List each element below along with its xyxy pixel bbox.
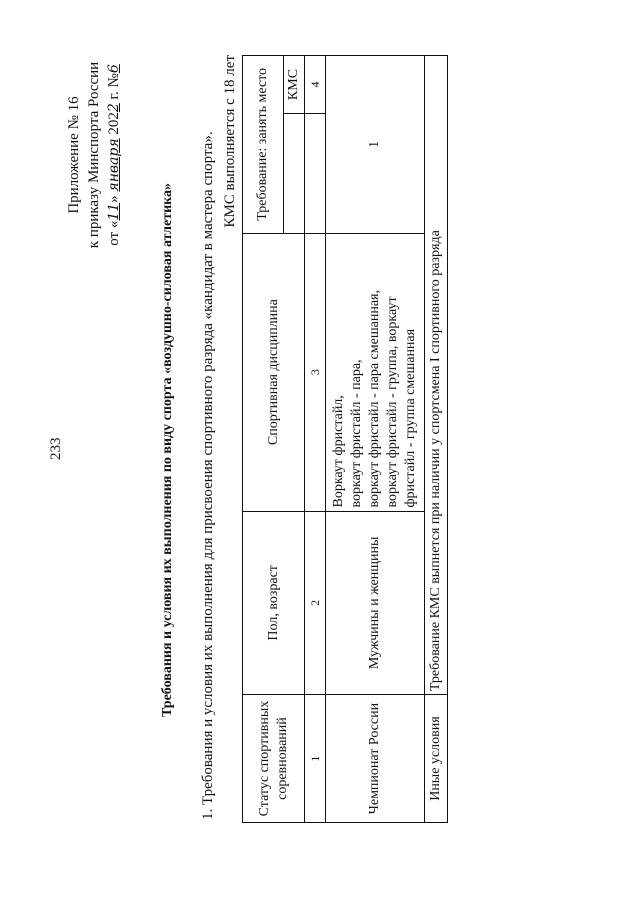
handwritten-number: 6 (106, 64, 122, 74)
header-requirement: Требование: занять место (243, 56, 284, 234)
column-number-row (305, 56, 326, 823)
cell-disciplines (326, 233, 425, 511)
header-empty (284, 113, 305, 233)
requirements-table (242, 55, 448, 823)
appendix-header (64, 5, 124, 305)
header-status: Статус спортивных соревнований (243, 695, 305, 823)
discipline-line: фристайл - группа смешанная (403, 328, 418, 508)
cell-other-text: Требование КМС выпнется при наличии у спортсмена I спортивного разряда (425, 56, 448, 695)
discipline-line: воркаут фристайл - пара смешанная, (367, 290, 382, 508)
section-heading: 1. Требования и условия их выполнения для присвоения спортивного разряда «кандидат в мастера спорта». (200, 131, 216, 820)
col-number: 1 (305, 695, 326, 823)
header-sex-age: Пол, возраст (243, 511, 305, 695)
age-note: КМС выполняется с 18 лет (222, 55, 238, 228)
appendix-order: к приказу Минспорта России (86, 61, 102, 249)
handwritten-year-digit: 2 (106, 103, 122, 113)
document-title: Требования и условия их выполнения по виду спорта «воздушно-силовая атлетика» (160, 183, 175, 718)
discipline-line: воркаут фристайл - группа, воркаут (385, 296, 400, 508)
cell-status: Чемпионат России (326, 695, 425, 823)
discipline-line: Воркаут фристайл, (331, 395, 346, 508)
appendix-date: от «11» января 2022 г. №6 (106, 64, 122, 246)
col-number: 3 (305, 233, 326, 511)
cell-other-label: Иные условия (425, 695, 448, 823)
appendix-title: Приложение № 16 (66, 96, 82, 214)
page-number: 233 (48, 437, 64, 460)
col-number: 2 (305, 511, 326, 695)
table-row (326, 56, 425, 823)
cell-sex-age: Мужчины и женщины (326, 511, 425, 695)
discipline-line: воркаут фристайл - пара, (349, 359, 364, 508)
header-kms: КМС (284, 56, 305, 114)
col-number-empty (305, 113, 326, 233)
col-number: 4 (305, 56, 326, 114)
other-conditions-row (425, 56, 448, 823)
handwritten-day: 11 (106, 202, 122, 221)
cell-place: 1 (326, 56, 425, 234)
table-header-row (243, 56, 284, 823)
handwritten-month: января (106, 138, 122, 192)
header-discipline: Спортивная дисциплина (243, 233, 305, 511)
